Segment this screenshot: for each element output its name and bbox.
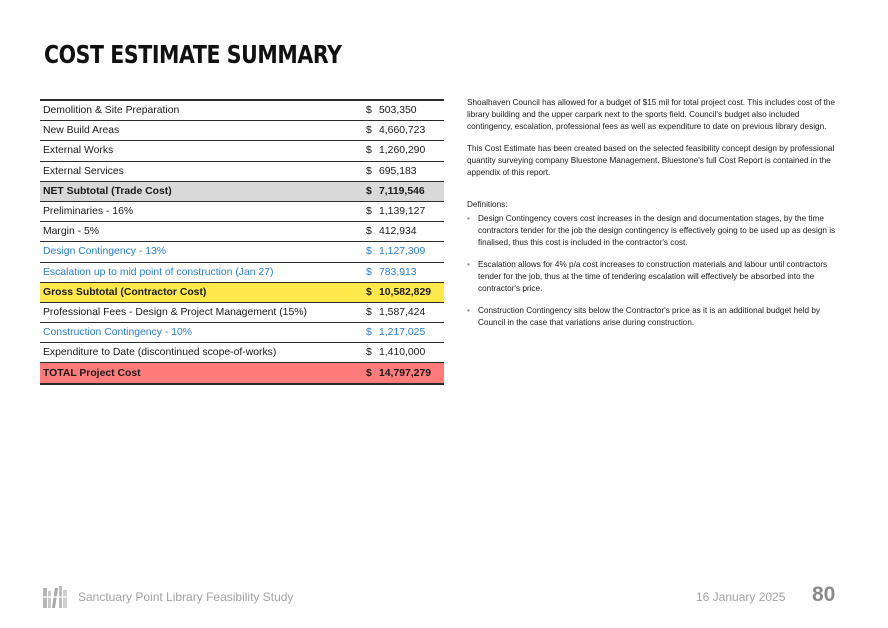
- total-project-cost-row: [40, 363, 444, 384]
- row-amount: 503,350: [379, 105, 417, 117]
- table-row: [40, 201, 444, 221]
- currency-symbol: $: [366, 226, 372, 238]
- cost-estimate-table: [40, 99, 444, 385]
- row-label: Construction Contingency - 10%: [40, 323, 360, 343]
- row-label: Professional Fees - Design & Project Management (15%): [40, 302, 360, 322]
- budget-paragraph: Shoalhaven Council has allowed for a budget of $15 mil for total project cost. This includes cost of the library building and the upper carpark next to the sports field. Council's budget also included contingency, escalation, professional fees as well as expenditure to date on previous library design.: [467, 98, 836, 131]
- row-label: New Build Areas: [40, 121, 360, 141]
- row-amount: 7,119,546: [379, 185, 425, 197]
- row-amount: 1,260,290: [379, 145, 426, 157]
- currency-symbol: $: [366, 246, 372, 258]
- table-row: [40, 100, 444, 121]
- page-title: COST ESTIMATE SUMMARY: [44, 40, 342, 69]
- row-label: Expenditure to Date (discontinued scope-of-works): [40, 343, 360, 363]
- row-label: Escalation up to mid point of construction (Jan 27): [40, 262, 360, 282]
- definitions-heading: Definitions:: [467, 200, 508, 209]
- row-amount: 14,797,279: [379, 367, 432, 379]
- row-amount: 1,587,424: [379, 306, 426, 318]
- currency-symbol: $: [366, 327, 372, 339]
- bullet-icon: •: [467, 260, 470, 269]
- table-row: [40, 121, 444, 141]
- page-number: 80: [812, 583, 836, 606]
- notes-column: [467, 97, 847, 339]
- definitions-list: [467, 213, 847, 329]
- row-label: Design Contingency - 13%: [40, 242, 360, 262]
- table-row: [40, 161, 444, 181]
- list-item: [467, 305, 847, 329]
- row-amount: 1,217,025: [379, 327, 426, 339]
- table-row: [40, 222, 444, 242]
- net-subtotal-row: [40, 181, 444, 201]
- currency-symbol: $: [366, 367, 372, 379]
- row-amount: 1,139,127: [379, 206, 426, 218]
- currency-symbol: $: [366, 206, 372, 218]
- currency-symbol: $: [366, 286, 372, 298]
- estimate-basis-paragraph: This Cost Estimate has been created based on the selected feasibility concept design by professional quantity surveying company Bluestone Management. Bluestone's full Cost Report is contained in the appendix of this report.: [467, 144, 835, 177]
- row-label: Gross Subtotal (Contractor Cost): [40, 282, 360, 302]
- table-row: [40, 302, 444, 322]
- table-row: [40, 141, 444, 161]
- row-label: External Works: [40, 141, 360, 161]
- design-contingency-row: [40, 242, 444, 262]
- row-label: Preliminaries - 16%: [40, 201, 360, 221]
- list-item: [467, 213, 847, 249]
- row-label: Demolition & Site Preparation: [40, 100, 360, 121]
- currency-symbol: $: [366, 145, 372, 157]
- row-amount: 412,934: [379, 226, 417, 238]
- row-amount: 1,410,000: [379, 347, 426, 359]
- footer-study-name: Sanctuary Point Library Feasibility Study: [78, 590, 294, 604]
- currency-symbol: $: [366, 165, 372, 177]
- row-amount: 783,913: [379, 266, 417, 278]
- definition-text: Design Contingency covers cost increases in the design and documentation stages, by the time contractors tender for the job the design contingency is effectively going to be used up as design is finalised, thus this cost is included in the contractor's cost.: [478, 214, 836, 247]
- footer-date: 16 January 2025: [696, 590, 786, 604]
- construction-contingency-row: [40, 323, 444, 343]
- bullet-icon: •: [467, 306, 470, 315]
- currency-symbol: $: [366, 185, 372, 197]
- currency-symbol: $: [366, 347, 372, 359]
- row-amount: 1,127,309: [379, 246, 426, 258]
- row-label: TOTAL Project Cost: [40, 363, 360, 384]
- definition-text: Construction Contingency sits below the Contractor's price as it is an additional budget held by Council in the case that variations arise during construction.: [478, 306, 820, 327]
- gross-subtotal-row: [40, 282, 444, 302]
- definition-text: Escalation allows for 4% p/a cost increases to construction materials and labour until contractors tender for the job, thus at the time of tendering escalation will effectively be absorbed into the contractor's price.: [478, 260, 828, 293]
- row-amount: 10,582,829: [379, 286, 432, 298]
- row-amount: 695,183: [379, 165, 417, 177]
- row-label: Margin - 5%: [40, 222, 360, 242]
- table-row: [40, 343, 444, 363]
- currency-symbol: $: [366, 266, 372, 278]
- currency-symbol: $: [366, 306, 372, 318]
- row-amount: 4,660,723: [379, 125, 426, 137]
- escalation-row: [40, 262, 444, 282]
- library-logo-icon: [43, 586, 67, 608]
- row-label: NET Subtotal (Trade Cost): [40, 181, 360, 201]
- currency-symbol: $: [366, 105, 372, 117]
- list-item: [467, 259, 847, 295]
- row-label: External Services: [40, 161, 360, 181]
- currency-symbol: $: [366, 125, 372, 137]
- bullet-icon: •: [467, 214, 470, 223]
